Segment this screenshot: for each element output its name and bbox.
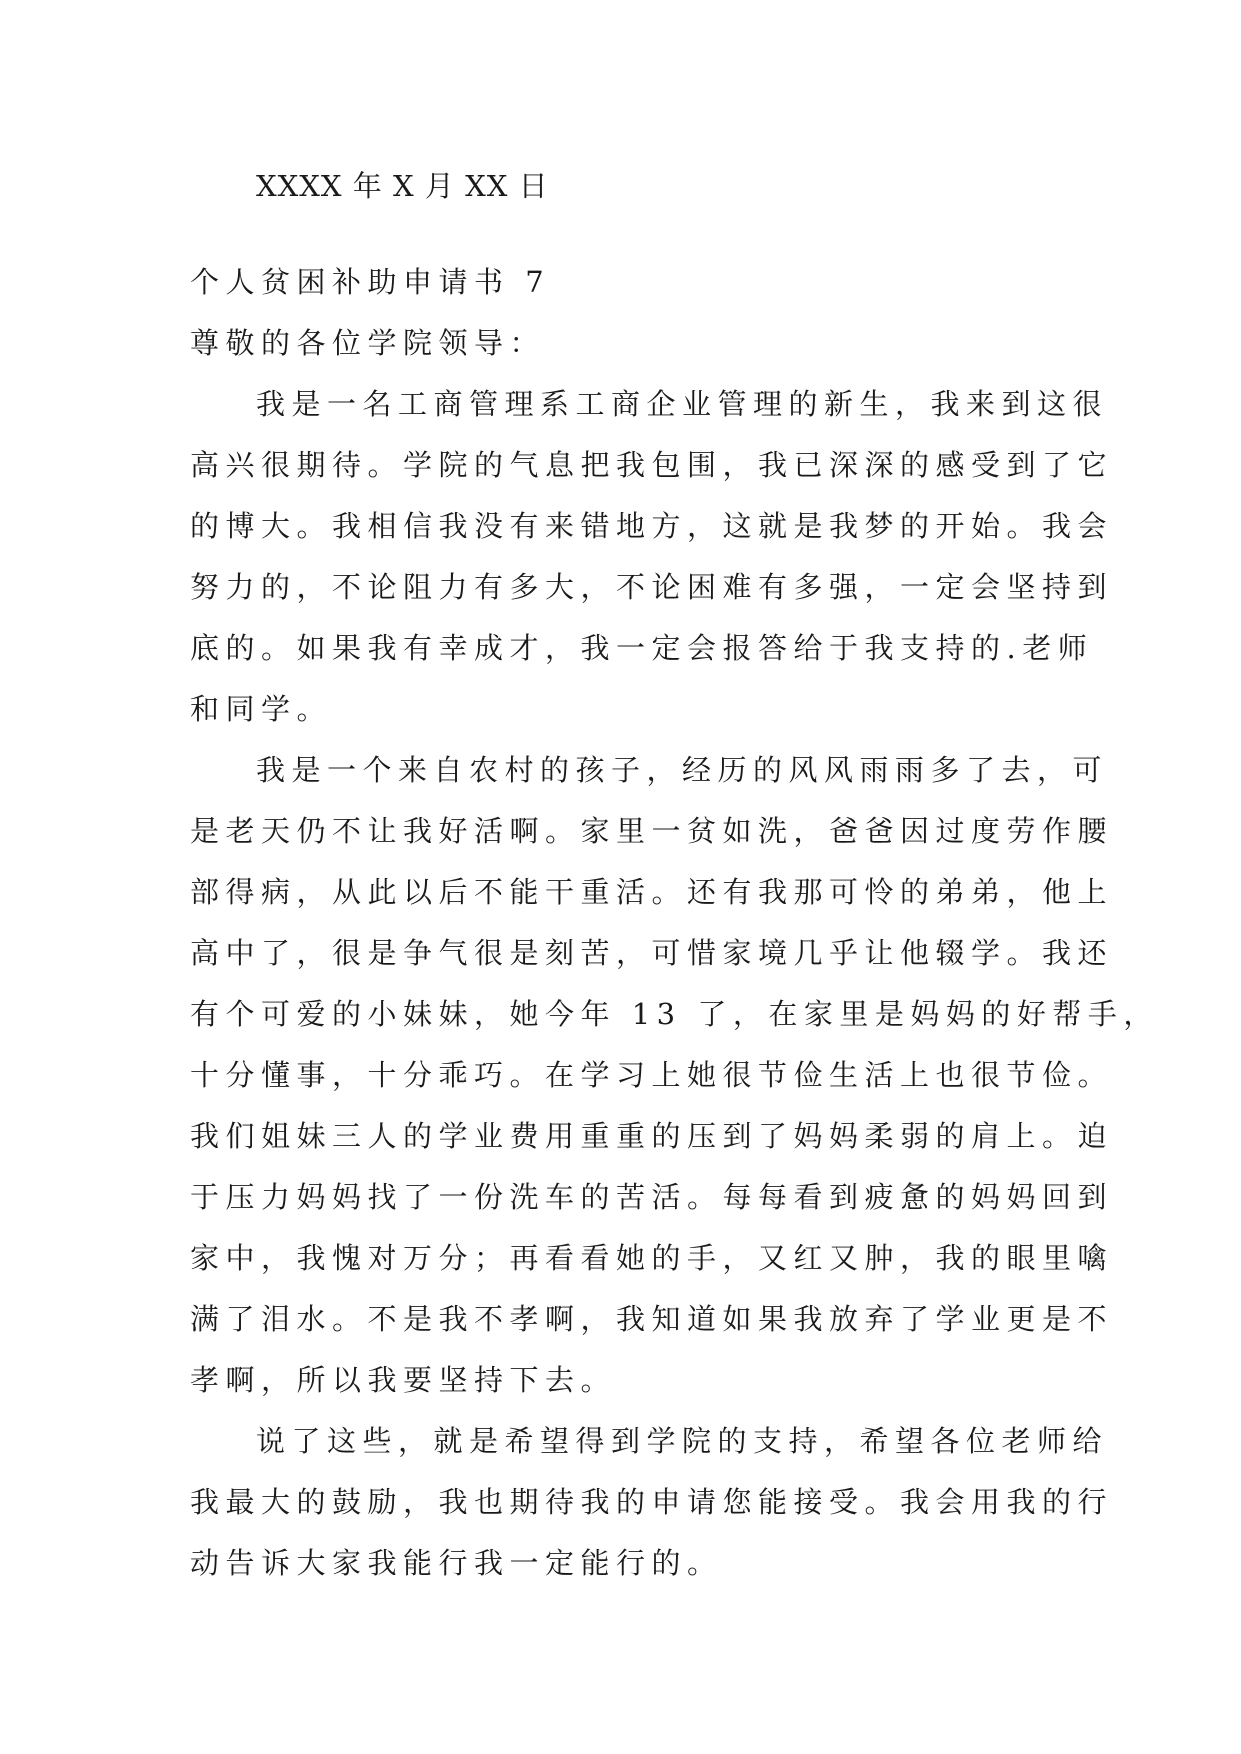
paragraph-line: 部得病，从此以后不能干重活。还有我那可怜的弟弟，他上 — [190, 875, 1114, 909]
document-body — [190, 252, 1159, 1594]
paragraph-line: 十分懂事，十分乖巧。在学习上她很节俭生活上也很节俭。 — [190, 1058, 1114, 1092]
salutation: 尊敬的各位学院领导： — [190, 326, 546, 360]
paragraph-line: 说了这些，就是希望得到学院的支持，希望各位老师给 — [256, 1424, 1109, 1458]
paragraph-line: 满了泪水。不是我不孝啊，我知道如果我放弃了学业更是不 — [190, 1302, 1114, 1336]
paragraph-line: 高中了，很是争气很是刻苦，可惜家境几乎让他辍学。我还 — [190, 936, 1114, 970]
paragraph-line: 我们姐妹三人的学业费用重重的压到了妈妈柔弱的肩上。迫 — [190, 1119, 1114, 1153]
paragraph-line: 努力的，不论阻力有多大，不论困难有多强，一定会坚持到 — [190, 570, 1114, 604]
document-title: 个人贫困补助申请书 7 — [190, 265, 551, 299]
document-date: XXXX 年 X 月 XX 日 — [256, 169, 549, 203]
paragraph-line: 孝啊，所以我要坚持下去。 — [190, 1363, 617, 1397]
paragraph-line: 有个可爱的小妹妹，她今年 13 了，在家里是妈妈的好帮手， — [190, 997, 1159, 1031]
paragraph-line: 我最大的鼓励，我也期待我的申请您能接受。我会用我的行 — [190, 1485, 1114, 1519]
paragraph-line: 动告诉大家我能行我一定能行的。 — [190, 1546, 723, 1580]
paragraph-line: 高兴很期待。学院的气息把我包围，我已深深的感受到了它 — [190, 448, 1114, 482]
paragraph-line: 于压力妈妈找了一份洗车的苦活。每每看到疲惫的妈妈回到 — [190, 1180, 1114, 1214]
paragraph-line: 我是一名工商管理系工商企业管理的新生，我来到这很 — [256, 387, 1109, 421]
paragraph-line: 是老天仍不让我好活啊。家里一贫如洗，爸爸因过度劳作腰 — [190, 814, 1114, 848]
paragraph-2 — [190, 740, 1159, 1411]
paragraph-line: 家中，我愧对万分；再看看她的手，又红又肿，我的眼里噙 — [190, 1241, 1114, 1275]
paragraph-line: 的博大。我相信我没有来错地方，这就是我梦的开始。我会 — [190, 509, 1114, 543]
paragraph-3 — [190, 1411, 1114, 1594]
paragraph-line: 和同学。 — [190, 692, 333, 726]
paragraph-line: 我是一个来自农村的孩子，经历的风风雨雨多了去，可 — [256, 753, 1109, 787]
paragraph-1 — [190, 374, 1114, 740]
paragraph-line: 底的。如果我有幸成才，我一定会报答给于我支持的.老师 — [190, 631, 1094, 665]
